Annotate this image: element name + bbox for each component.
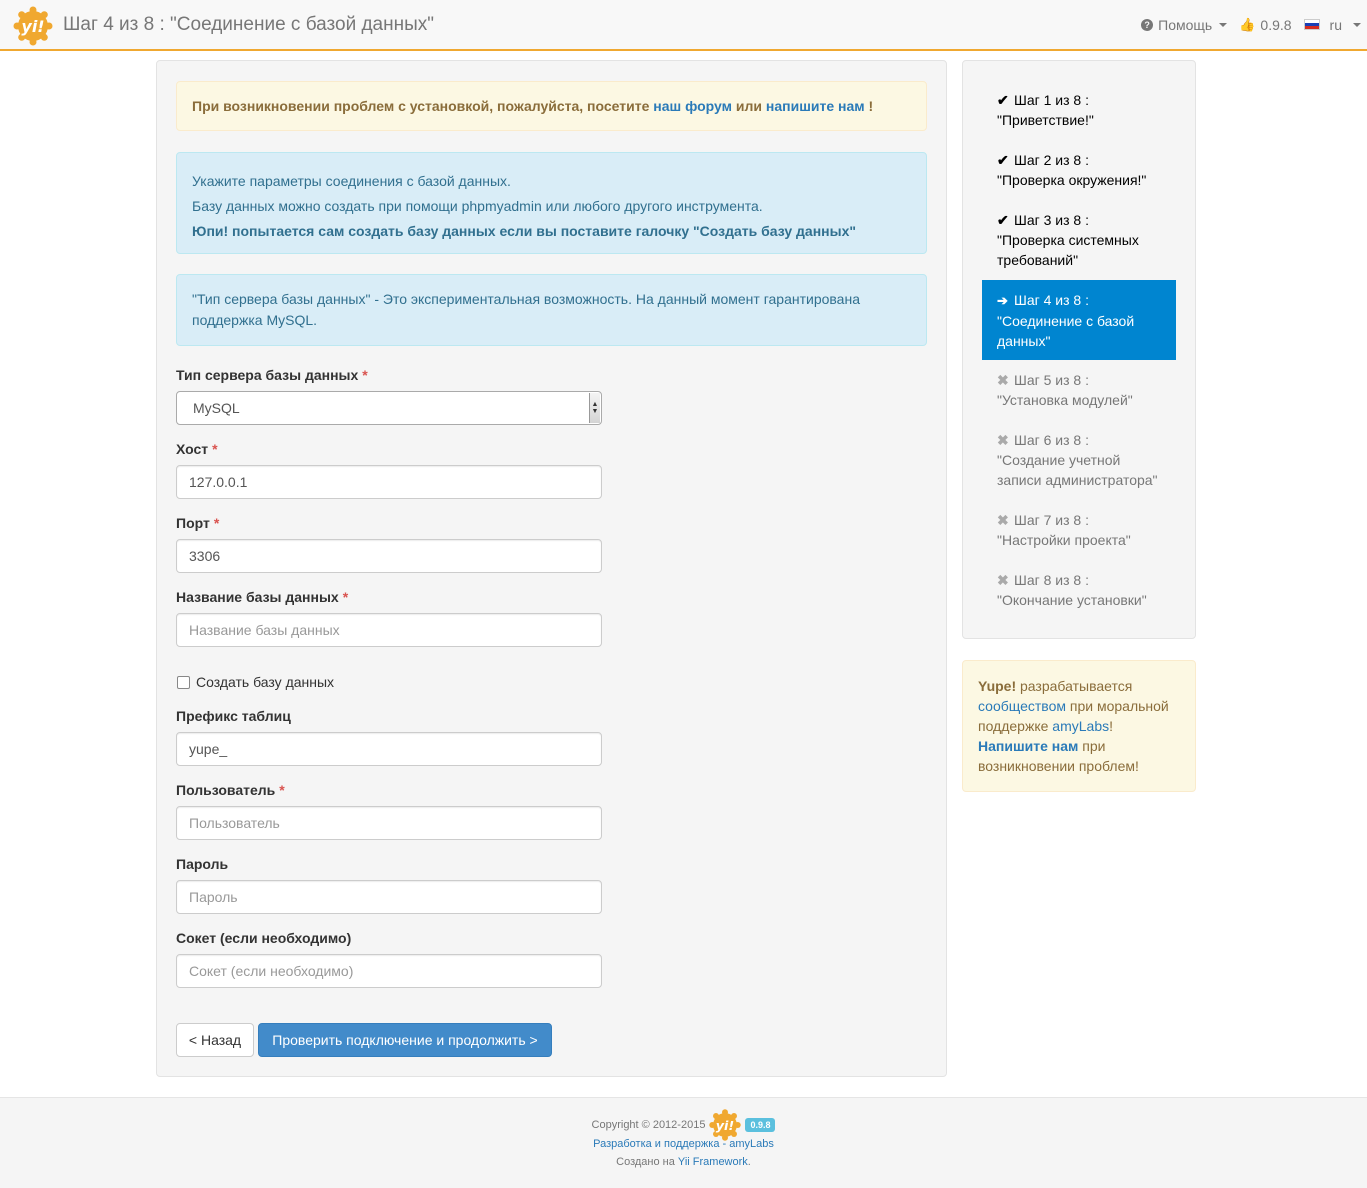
- create-db-label[interactable]: Создать базу данных: [196, 674, 335, 690]
- cross-icon: ✖: [997, 372, 1009, 388]
- select-arrow-icon: ▲ ▼: [589, 393, 600, 423]
- step-item: [982, 90, 1176, 140]
- alert-text: !: [868, 98, 874, 114]
- step-name: "Приветствие!": [997, 112, 1094, 128]
- step-item: [982, 370, 1176, 420]
- cross-icon: ✖: [997, 512, 1009, 528]
- footer-dot: .: [747, 1156, 751, 1168]
- password-label: Пароль: [176, 856, 229, 872]
- experimental-text: "Тип сервера базы данных" - Это экспериментальная возможность. На данный момент гарантирована поддержка MySQL.: [192, 291, 860, 328]
- check-icon: ✔: [997, 152, 1009, 168]
- sidebar-note: [962, 660, 1196, 792]
- cross-icon: ✖: [997, 572, 1009, 588]
- step-item: [982, 510, 1176, 560]
- back-button[interactable]: < Назад: [176, 1023, 254, 1057]
- problem-alert: [176, 81, 927, 131]
- thumbs-up-icon: 👍: [1239, 16, 1256, 32]
- step-item: [982, 280, 1176, 360]
- caret-down-icon: [1353, 23, 1361, 27]
- step-title: Шаг 7 из 8 :: [1014, 512, 1089, 528]
- version-label: 0.9.8: [1260, 16, 1292, 33]
- check-icon: ✔: [997, 92, 1009, 108]
- prefix-input[interactable]: [176, 732, 602, 766]
- check-connection-button[interactable]: Проверить подключение и продолжить >: [258, 1023, 552, 1057]
- question-circle-icon: ?: [1141, 19, 1153, 31]
- step-name: "Соединение с базой данных": [997, 313, 1135, 349]
- step-title: Шаг 8 из 8 :: [1014, 572, 1089, 588]
- step-name: "Проверка системных требований": [997, 232, 1139, 268]
- svg-text:yi!: yi!: [716, 1119, 735, 1135]
- top-navbar: [0, 0, 1367, 51]
- made-on-text: Создано на: [616, 1156, 675, 1168]
- write-us-sidebar-link[interactable]: Напишите нам: [978, 738, 1079, 754]
- info-line: Укажите параметры соединения с базой данных.: [192, 173, 511, 189]
- step-title: Шаг 5 из 8 :: [1014, 372, 1089, 388]
- language-label: ru: [1329, 16, 1342, 33]
- help-menu[interactable]: [1135, 17, 1233, 33]
- step-item: [982, 430, 1176, 500]
- host-input[interactable]: [176, 465, 602, 499]
- forum-link[interactable]: наш форум: [653, 98, 733, 114]
- check-icon: ✔: [997, 212, 1009, 228]
- russia-flag-icon: [1304, 19, 1320, 30]
- create-db-checkbox[interactable]: [177, 676, 190, 689]
- info-line: Базу данных можно создать при помощи phpmyadmin или любого другого инструмента.: [192, 198, 763, 214]
- community-link[interactable]: сообществом: [978, 698, 1066, 714]
- alert-text: или: [735, 98, 763, 114]
- step-item: [982, 150, 1176, 200]
- experimental-alert: [176, 274, 927, 346]
- note-text: при моральной поддержке: [978, 698, 1169, 734]
- socket-input[interactable]: [176, 954, 602, 988]
- yii-framework-link[interactable]: Yii Framework: [677, 1156, 748, 1168]
- caret-down-icon: [1219, 23, 1227, 27]
- amylabs-footer-link[interactable]: Разработка и поддержка - amyLabs: [593, 1138, 774, 1150]
- server-type-label: Тип сервера базы данных *: [176, 367, 368, 383]
- host-label: Хост *: [176, 441, 218, 457]
- user-label: Пользователь *: [176, 782, 285, 798]
- yupe-logo-small[interactable]: [708, 1108, 742, 1142]
- info-line-bold: Юпи! попытается сам создать базу данных если вы поставите галочку "Создать базу данных": [192, 223, 856, 239]
- step-name: "Настройки проекта": [997, 532, 1131, 548]
- step-name: "Окончание установки": [997, 592, 1147, 608]
- version-badge: 0.9.8: [745, 1118, 775, 1132]
- server-type-value: MySQL: [193, 400, 240, 416]
- svg-text:yi!: yi!: [21, 17, 45, 36]
- write-us-link[interactable]: напишите нам: [765, 98, 865, 114]
- arrow-right-icon: ➔: [997, 293, 1008, 308]
- cross-icon: ✖: [997, 432, 1009, 448]
- amylabs-link[interactable]: amyLabs: [1052, 718, 1110, 734]
- port-input[interactable]: [176, 539, 602, 573]
- footer: [0, 1097, 1367, 1188]
- step-title: Шаг 3 из 8 :: [1014, 212, 1089, 228]
- step-title: Шаг 2 из 8 :: [1014, 152, 1089, 168]
- brand-name: Yupe!: [978, 678, 1017, 694]
- port-label: Порт *: [176, 515, 220, 531]
- dbname-input[interactable]: [176, 613, 602, 647]
- note-text: разрабатывается: [1020, 678, 1133, 694]
- server-type-select[interactable]: [176, 391, 602, 425]
- alert-text: При возникновении проблем с установкой, пожалуйста, посетите: [192, 98, 650, 114]
- language-menu[interactable]: [1298, 17, 1367, 33]
- step-title: Шаг 6 из 8 :: [1014, 432, 1089, 448]
- note-text: при возникновении проблем!: [978, 738, 1139, 774]
- note-text: !: [1109, 718, 1113, 734]
- version-link[interactable]: [1233, 17, 1297, 33]
- db-info-alert: [176, 152, 927, 254]
- yupe-logo[interactable]: [13, 6, 53, 46]
- dbname-label: Название базы данных *: [176, 589, 349, 605]
- socket-label: Сокет (если необходимо): [176, 930, 352, 946]
- step-item: [982, 210, 1176, 280]
- page-title: Шаг 4 из 8 : "Соединение с базой данных": [63, 14, 435, 35]
- prefix-label: Префикс таблиц: [176, 708, 291, 724]
- create-db-row[interactable]: [177, 674, 334, 690]
- help-menu-label: Помощь: [1158, 16, 1213, 33]
- step-name: "Создание учетной записи администратора": [997, 452, 1158, 488]
- step-name: "Установка модулей": [997, 392, 1133, 408]
- step-title: Шаг 4 из 8 :: [1014, 292, 1089, 308]
- password-input[interactable]: [176, 880, 602, 914]
- step-title: Шаг 1 из 8 :: [1014, 92, 1089, 108]
- copyright-text: Copyright © 2012-2015: [591, 1119, 706, 1131]
- user-input[interactable]: [176, 806, 602, 840]
- step-name: "Проверка окружения!": [997, 172, 1147, 188]
- step-item: [982, 570, 1176, 620]
